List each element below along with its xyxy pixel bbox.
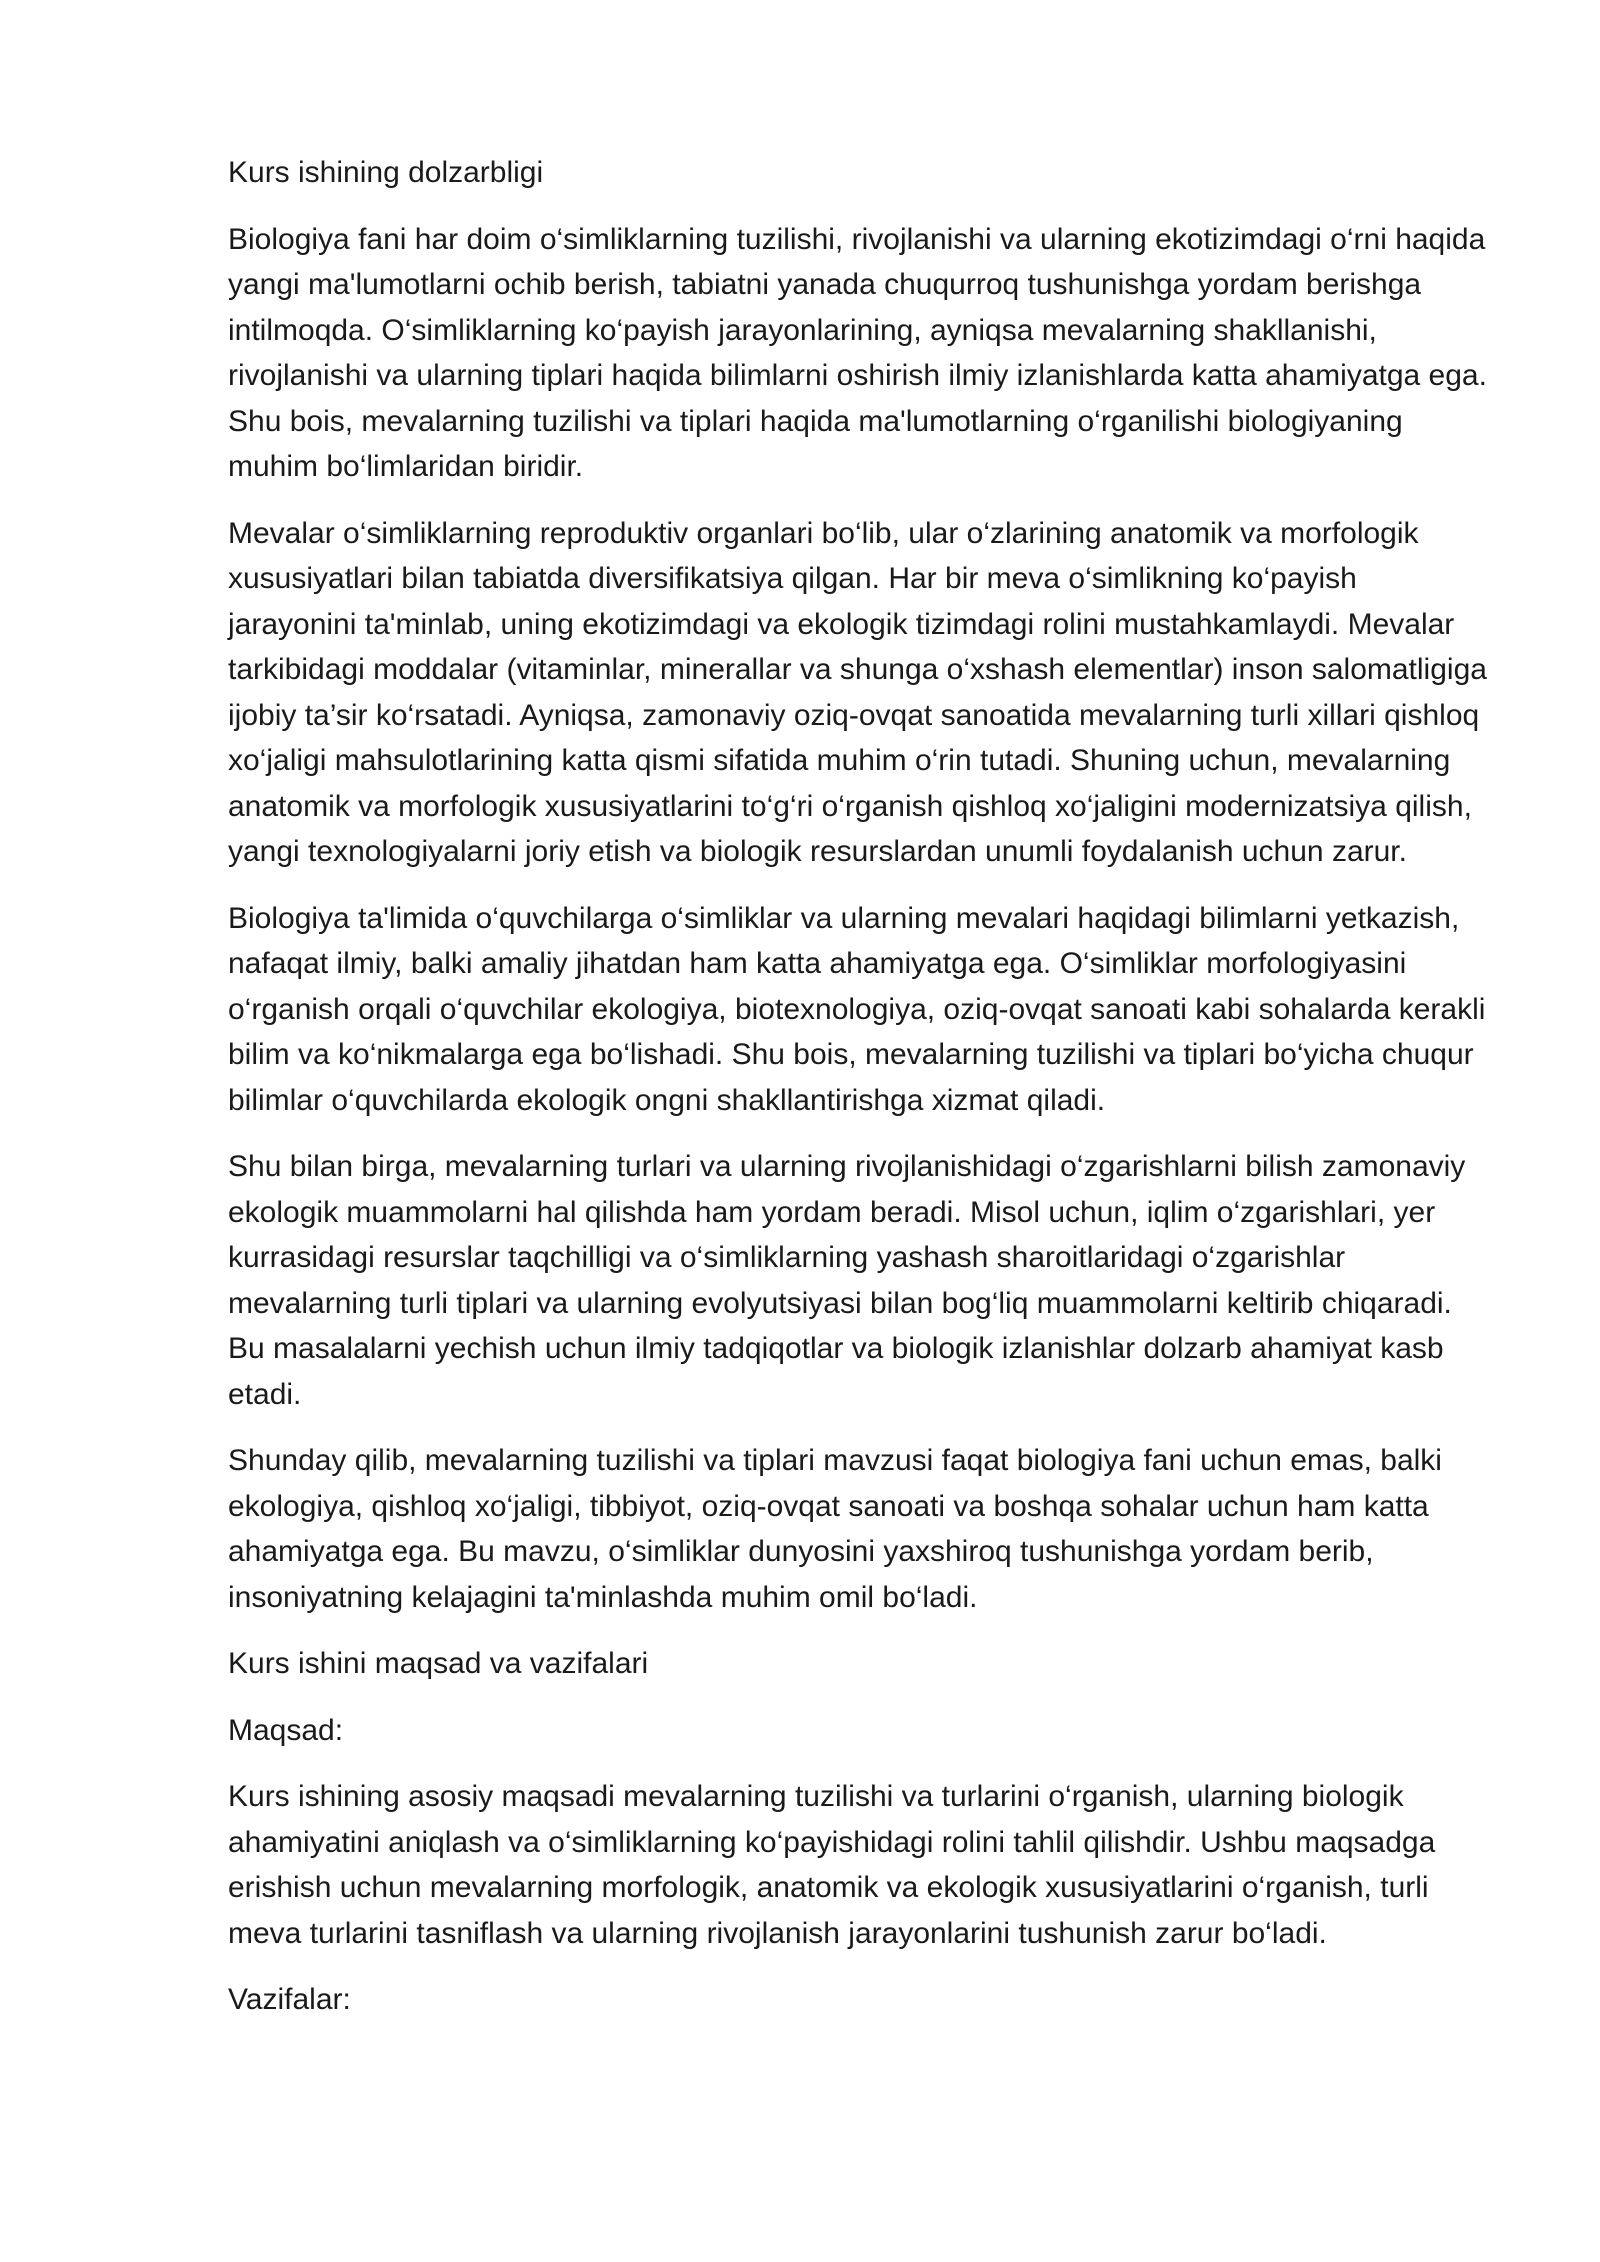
paragraph-relevance-3: Biologiya ta'limida o‘quvchilarga o‘simliklar va ularning mevalari haqidagi bilimlarni yetkazish, nafaqat ilmiy, balki amaliy jihatdan ham katta ahamiyatga ega. O‘simliklar morfologiyasini o‘rganish orqali o‘quvchilar ekologiya, biotexnologiya, oziq-ovqat sanoati kabi sohalarda kerakli bilim va ko‘nikmalarga ega bo‘lishadi. Shu bois, mevalarning tuzilishi va tiplari bo‘yicha chuqur bilimlar o‘quvchilarda ekologik ongni shakllantirishga xizmat qiladi. bbox=[228, 901, 1486, 1117]
paragraph-relevance-4: Shu bilan birga, mevalarning turlari va ularning rivojlanishidagi o‘zgarishlarni bilish zamonaviy ekologik muammolarni hal qilishda ham yordam beradi. Misol uchun, iqlim o‘zgarishlari, yer kurrasidagi resurslar taqchilligi va o‘simliklarning yashash sharoitlaridagi o‘zgarishlar mevalarning turli tiplari va ularning evolyutsiyasi bilan bog‘liq muammolarni keltirib chiqaradi. Bu masalalarni yechish uchun ilmiy tadqiqotlar va biologik izlanishlar dolzarb ahamiyat kasb etadi. bbox=[228, 1150, 1466, 1411]
paragraph-relevance-2: Mevalar o‘simliklarning reproduktiv organlari bo‘lib, ular o‘zlarining anatomik va morfologik xususiyatlari bilan tabiatda diversifikatsiya qilgan. Har bir meva o‘simlikning ko‘payish jarayonini ta'minlab, uning ekotizimdagi va ekologik tizimdagi rolini mustahkamlaydi. Mevalar tarkibidagi moddalar (vitaminlar, minerallar va shunga o‘xshash elementlar) inson salomatligiga ijobiy ta’sir ko‘rsatadi. Ayniqsa, zamonaviy oziq-ovqat sanoatida mevalarning turli xillari qishloq xo‘jaligi mahsulotlarining katta qismi sifatida muhim o‘rin tutadi. Shuning uchun, mevalarning anatomik va morfologik xususiyatlarini to‘g‘ri o‘rganish qishloq xo‘jaligini modernizatsiya qilish, yangi texnologiyalarni joriy etish va biologik resurslardan unumli foydalanish uchun zarur. bbox=[228, 516, 1487, 868]
section-heading-goals: Kurs ishini maqsad va vazifalari bbox=[228, 1647, 649, 1680]
paragraph-relevance-5: Shunday qilib, mevalarning tuzilishi va tiplari mavzusi faqat biologiya fani uchun emas, balki ekologiya, qishloq xo‘jaligi, tibbiyot, oziq-ovqat sanoati va boshqa sohalar uchun ham katta ahamiyatga ega. Bu mavzu, o‘simliklar dunyosini yaxshiroq tushunishga yordam berib, insoniyatning kelajagini ta'minlashda muhim omil bo‘ladi. bbox=[228, 1444, 1442, 1614]
section-heading-relevance: Kurs ishining dolzarbligi bbox=[228, 156, 544, 189]
label-goal: Maqsad: bbox=[228, 1713, 344, 1747]
document-page bbox=[228, 150, 1490, 2044]
paragraph-relevance-1: Biologiya fani har doim o‘simliklarning tuzilishi, rivojlanishi va ularning ekotizimdagi o‘rni haqida yangi ma'lumotlarni ochib berish, tabiatni yanada chuqurroq tushunishga yordam berishga intilmoqda. O‘simliklarning ko‘payish jarayonlarining, ayniqsa mevalarning shakllanishi, rivojlanishi va ularning tiplari haqida bilimlarni oshirish ilmiy izlanishlarda katta ahamiyatga ega. Shu bois, mevalarning tuzilishi va tiplari haqida ma'lumotlarning o‘rganilishi biologiyaning muhim bo‘limlaridan biridir. bbox=[228, 222, 1487, 483]
label-tasks: Vazifalar: bbox=[228, 1983, 351, 2016]
paragraph-goal: Kurs ishining asosiy maqsadi mevalarning tuzilishi va turlarini o‘rganish, ularning biologik ahamiyatini aniqlash va o‘simliklarning ko‘payishidagi rolini tahlil qilishdir. Ushbu maqsadga erishish uchun mevalarning morfologik, anatomik va ekologik xususiyatlarini o‘rganish, turli meva turlarini tasniflash va ularning rivojlanish jarayonlarini tushunish zarur bo‘ladi. bbox=[228, 1780, 1436, 1950]
